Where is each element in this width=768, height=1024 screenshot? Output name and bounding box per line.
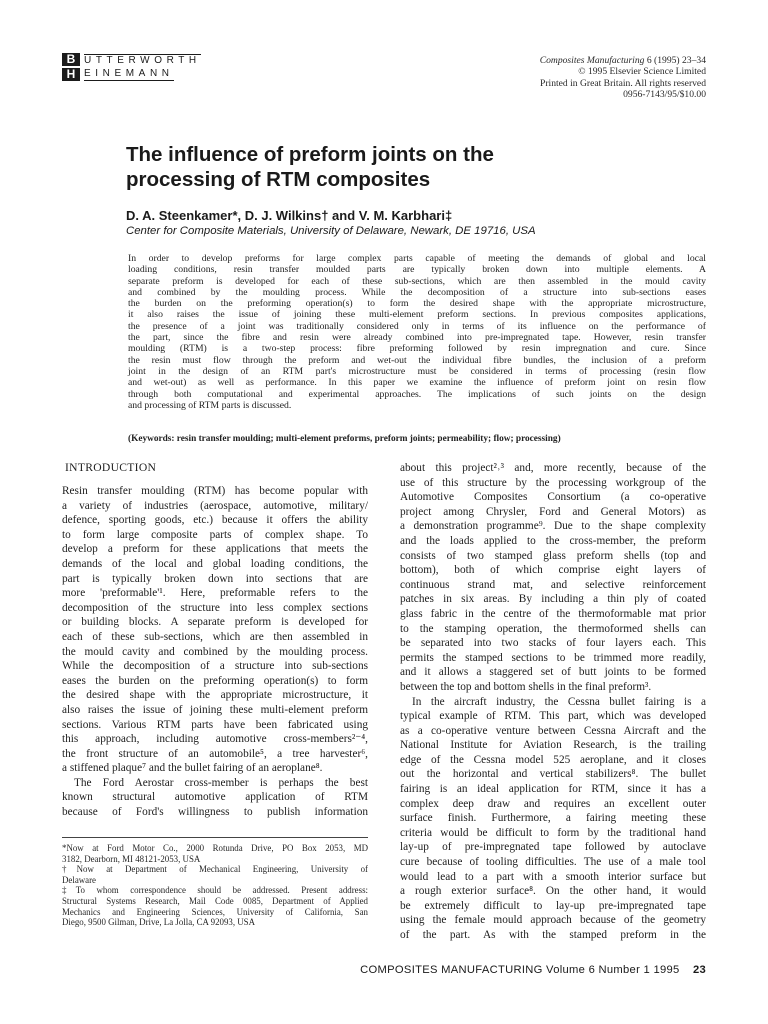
body-text-line: demands of the local and global loading conditions, the [62, 557, 368, 570]
body-text-line: and the loads applied to the cross-member, the preform [400, 534, 706, 547]
body-text-line: Resin transfer moulding (RTM) has become popular with [62, 485, 368, 497]
body-text-line: of the part. As with the stamped preform in the [400, 929, 706, 941]
abstract-line: and combined by the moulding process. While the decomposition of a structure into sub-sections eases [128, 286, 706, 298]
abstract-line: In order to develop preforms for large complex parts capable of meeting the demands of global and local [128, 253, 706, 264]
footnote-line: †Now at Department of Mechanical Engineering, University of [62, 864, 368, 875]
body-text-line: cure because of tooling difficulties. The use of a male tool [400, 856, 706, 869]
body-text-line: The Ford Aerostar cross-member is perhaps the best [74, 776, 368, 789]
abstract-line: the resin must flow through the preform and wet-out the individual fibre bundles, the inclusion of a preform [128, 354, 706, 366]
body-text-line: criteria would be difficult to form by the traditional hand [400, 826, 706, 839]
running-header [446, 55, 706, 101]
abstract-line: and processing of RTM parts is discussed. [128, 399, 292, 411]
volume-pages: 6 (1995) 23–34 [646, 55, 706, 66]
body-text-line: National Institute for Aviation Research, is the trailing [400, 739, 706, 752]
title-line-2: processing of RTM composites [126, 168, 431, 191]
author-affiliation: Center for Composite Materials, University of Delaware, Newark, DE 19716, USA [126, 225, 536, 237]
footnote-line: 3182, Dearborn, MI 48121-2053, USA [62, 853, 201, 864]
body-text-line: a variety of industries (aerospace, automotive, military/ [62, 499, 368, 512]
abstract-line: loading conditions, resin transfer moulded parts are typically broken down into multiple elements. A [128, 264, 706, 276]
body-text-line: be separated into two stacks of four layers each. This [400, 637, 706, 650]
body-text-line: fairing is an ideal application for RTM, since it has a [400, 783, 706, 796]
right-column-text [400, 461, 706, 943]
body-text-line: While the decomposition of a structure into sub-sections [62, 660, 368, 673]
body-text-line: develop a preform for these applications that meets the [62, 543, 368, 556]
body-text-line: project among Chrysler, Ford and General Motors) as [400, 505, 706, 518]
body-text-line: between the top and bottom shells in the final preform³. [400, 680, 652, 693]
abstract-line: through both computational and experimental approaches. The implications of such joints on the design [128, 388, 706, 400]
body-text-line: be extremely difficult to lay-up pre-impregnated tape [400, 899, 706, 912]
article-title [126, 142, 686, 192]
body-text-line: continuous strand mat, and selective reinforcement [400, 578, 706, 591]
journal-name: Composites Manufacturing [539, 55, 645, 66]
body-text-line: sections. Various RTM parts have been fabricated using [62, 718, 368, 731]
footer-journal-issue: COMPOSITES MANUFACTURING Volume 6 Number 1 1995 [360, 964, 680, 976]
footnote-rule [62, 837, 368, 838]
body-text-line: or building blocks. A separate preform is developed for [62, 616, 368, 629]
footnote-line: Mechanics and Engineering Sciences, University of California, San [62, 906, 368, 917]
footnote-line: Diego, 9500 Gilman, Drive, La Jolla, CA 92093, USA [62, 917, 256, 928]
body-text-line: In the aircraft industry, the Cessna bullet fairing is a [412, 695, 706, 708]
body-text-line: the desired shape with the appropriate microstructure, it [62, 689, 368, 702]
issn-price: 0956-7143/95/$10.00 [623, 89, 706, 101]
body-text-line: also raises the issue of joining these multi-element preform [62, 703, 368, 716]
body-text-line: to the stamping operation, the thermoformed shells can [400, 622, 706, 635]
body-text-line: known structural automotive application of RTM [62, 791, 368, 804]
title-line-1: The influence of preform joints on the [126, 143, 494, 166]
abstract-line: separate preform is developed for each of these sub-sections, which are then assembled in the mould cavity [128, 275, 706, 287]
body-text-line: lay-up of pre-impregnated tape followed by autoclave [400, 841, 706, 854]
footnote-line: Structural Systems Research, Mail Code 0085, Department of Applied [62, 895, 368, 906]
body-text-line: part is typically broken down into sections that are [62, 572, 368, 585]
abstract-line: and wet-out) as well as performance. In this paper we examine the influence of preform joint on resin flow [128, 377, 706, 389]
body-text-line: this approach, including automotive cross-members²⁻⁴, [62, 733, 368, 746]
footnote-line: ‡To whom correspondence should be addressed. Present address: [62, 885, 368, 896]
copyright-line: © 1995 Elsevier Science Limited [578, 66, 706, 78]
body-text-line: each of these sub-sections, which are then assembled in [62, 630, 368, 643]
body-text-line: the mould cavity and combined by the moulding process. [62, 645, 368, 658]
body-text-line: permits the stamped sections to be trimmed more readily, [400, 651, 706, 664]
abstract-line: the presence of a joint was traditionally considered only in terms of its influence on the performance of [128, 320, 706, 332]
keywords: (Keywords: resin transfer moulding; multi-element preforms, preform joints; permeability; flow; processing) [128, 434, 561, 444]
body-text-line: because of Ford's willingness to publish information [62, 806, 368, 819]
logo-initial-top: B [62, 53, 80, 66]
body-text-line: and it allows a staggered set of butt joints to be formed [400, 666, 706, 679]
running-header-citation [446, 55, 706, 66]
abstract-line: the burden on the preforming operation(s) to form the desired shape with the appropriate microstructure, [128, 298, 706, 310]
body-text-line: Automotive Composites Consortium (a co-operative [400, 491, 706, 504]
body-text-line: more 'preformable'¹. Here, preformable refers to the [62, 587, 368, 600]
body-text-line: to form large composite parts of complex shape. To [62, 528, 368, 541]
body-text-line: a rough exterior surface⁸. On the other hand, it would [400, 885, 706, 898]
abstract-line: moulding (RTM) is a two-step process: fibre preforming followed by resin impregnation and cure. Since [128, 343, 706, 355]
page-footer [360, 964, 706, 976]
body-text-line: surface finish. Furthermore, a fairing meeting these [400, 812, 706, 825]
body-text-line: bottom), both of which comprise eight layers of [400, 564, 706, 577]
body-text-line: edge of the Cessna model 525 aeroplane, and it closes [400, 753, 706, 766]
body-text-line: would lead to a part with a smooth interior surface but [400, 870, 706, 883]
page-number: 23 [692, 964, 706, 976]
printed-line: Printed in Great Britain. All rights reserved [540, 77, 706, 89]
left-column [62, 461, 368, 820]
section-heading: INTRODUCTION [65, 461, 157, 474]
body-text-line: out the horizontal and vertical stabilizers⁸. The bullet [400, 768, 706, 781]
body-text-line: patches in six areas. By including a thin ply of coated [400, 593, 706, 606]
body-text-line: complex deep draw and requires an excellent outer [400, 797, 706, 810]
logo-word-top: UTTERWORTH [84, 55, 201, 66]
body-text-line: a stiffened plaque⁷ and the bullet fairing of an aeroplane⁸. [62, 762, 323, 775]
logo-word-bottom: EINEMANN [84, 68, 174, 79]
footnote-line: *Now at Ford Motor Co., 2000 Rotunda Drive, PO Box 2053, MD [62, 843, 368, 853]
body-text-line: defence, sporting goods, etc.) because it offers the ability [62, 514, 368, 527]
body-text-line: the front structure of an automobile⁵, a tree harvester⁶, [62, 747, 368, 760]
abstract-line: it also raises the issue of joining these multi-element preform sections. In previous composites applications, [128, 309, 706, 321]
body-text-line: a demonstration programme⁹. Due to the shape complexity [400, 520, 706, 533]
abstract [128, 253, 706, 411]
logo-initial-bottom: H [62, 68, 80, 81]
publisher-logo [62, 52, 201, 83]
footnote-line: Delaware [62, 874, 96, 885]
right-column [400, 461, 706, 943]
body-text-line: decomposition of the structure into less complex sections [62, 601, 368, 614]
body-text-line: eases the burden on the preforming operation(s) to form [62, 674, 368, 687]
left-column-text [62, 484, 368, 820]
body-text-line: typical example of RTM. This part, which was developed [400, 710, 706, 723]
body-text-line: use of this structure by the processing workgroup of the [400, 476, 706, 489]
body-text-line: consists of two stamped glass preform shells (top and [400, 549, 706, 562]
body-text-line: about this project²˒³ and, more recently, because of the [400, 462, 706, 474]
logo-initials [62, 53, 80, 81]
abstract-line: the part, since the fibre and resin were already combined into pre-impregnated tape. However, resin transfer [128, 332, 706, 344]
body-text-line: glass fabric in the centre of the thermoformable mat prior [400, 607, 706, 620]
abstract-line: joint in the design of an RTM part's microstructure must be considered in terms of processing (resin flow [128, 365, 706, 377]
body-text-line: as a co-operative venture between Cessna Aircraft and the [400, 724, 706, 737]
body-text-line: using the female mould approach because of the geometry [400, 914, 706, 927]
author-list: D. A. Steenkamer*, D. J. Wilkins† and V. M. Karbhari‡ [126, 208, 453, 223]
footnotes [62, 843, 368, 928]
